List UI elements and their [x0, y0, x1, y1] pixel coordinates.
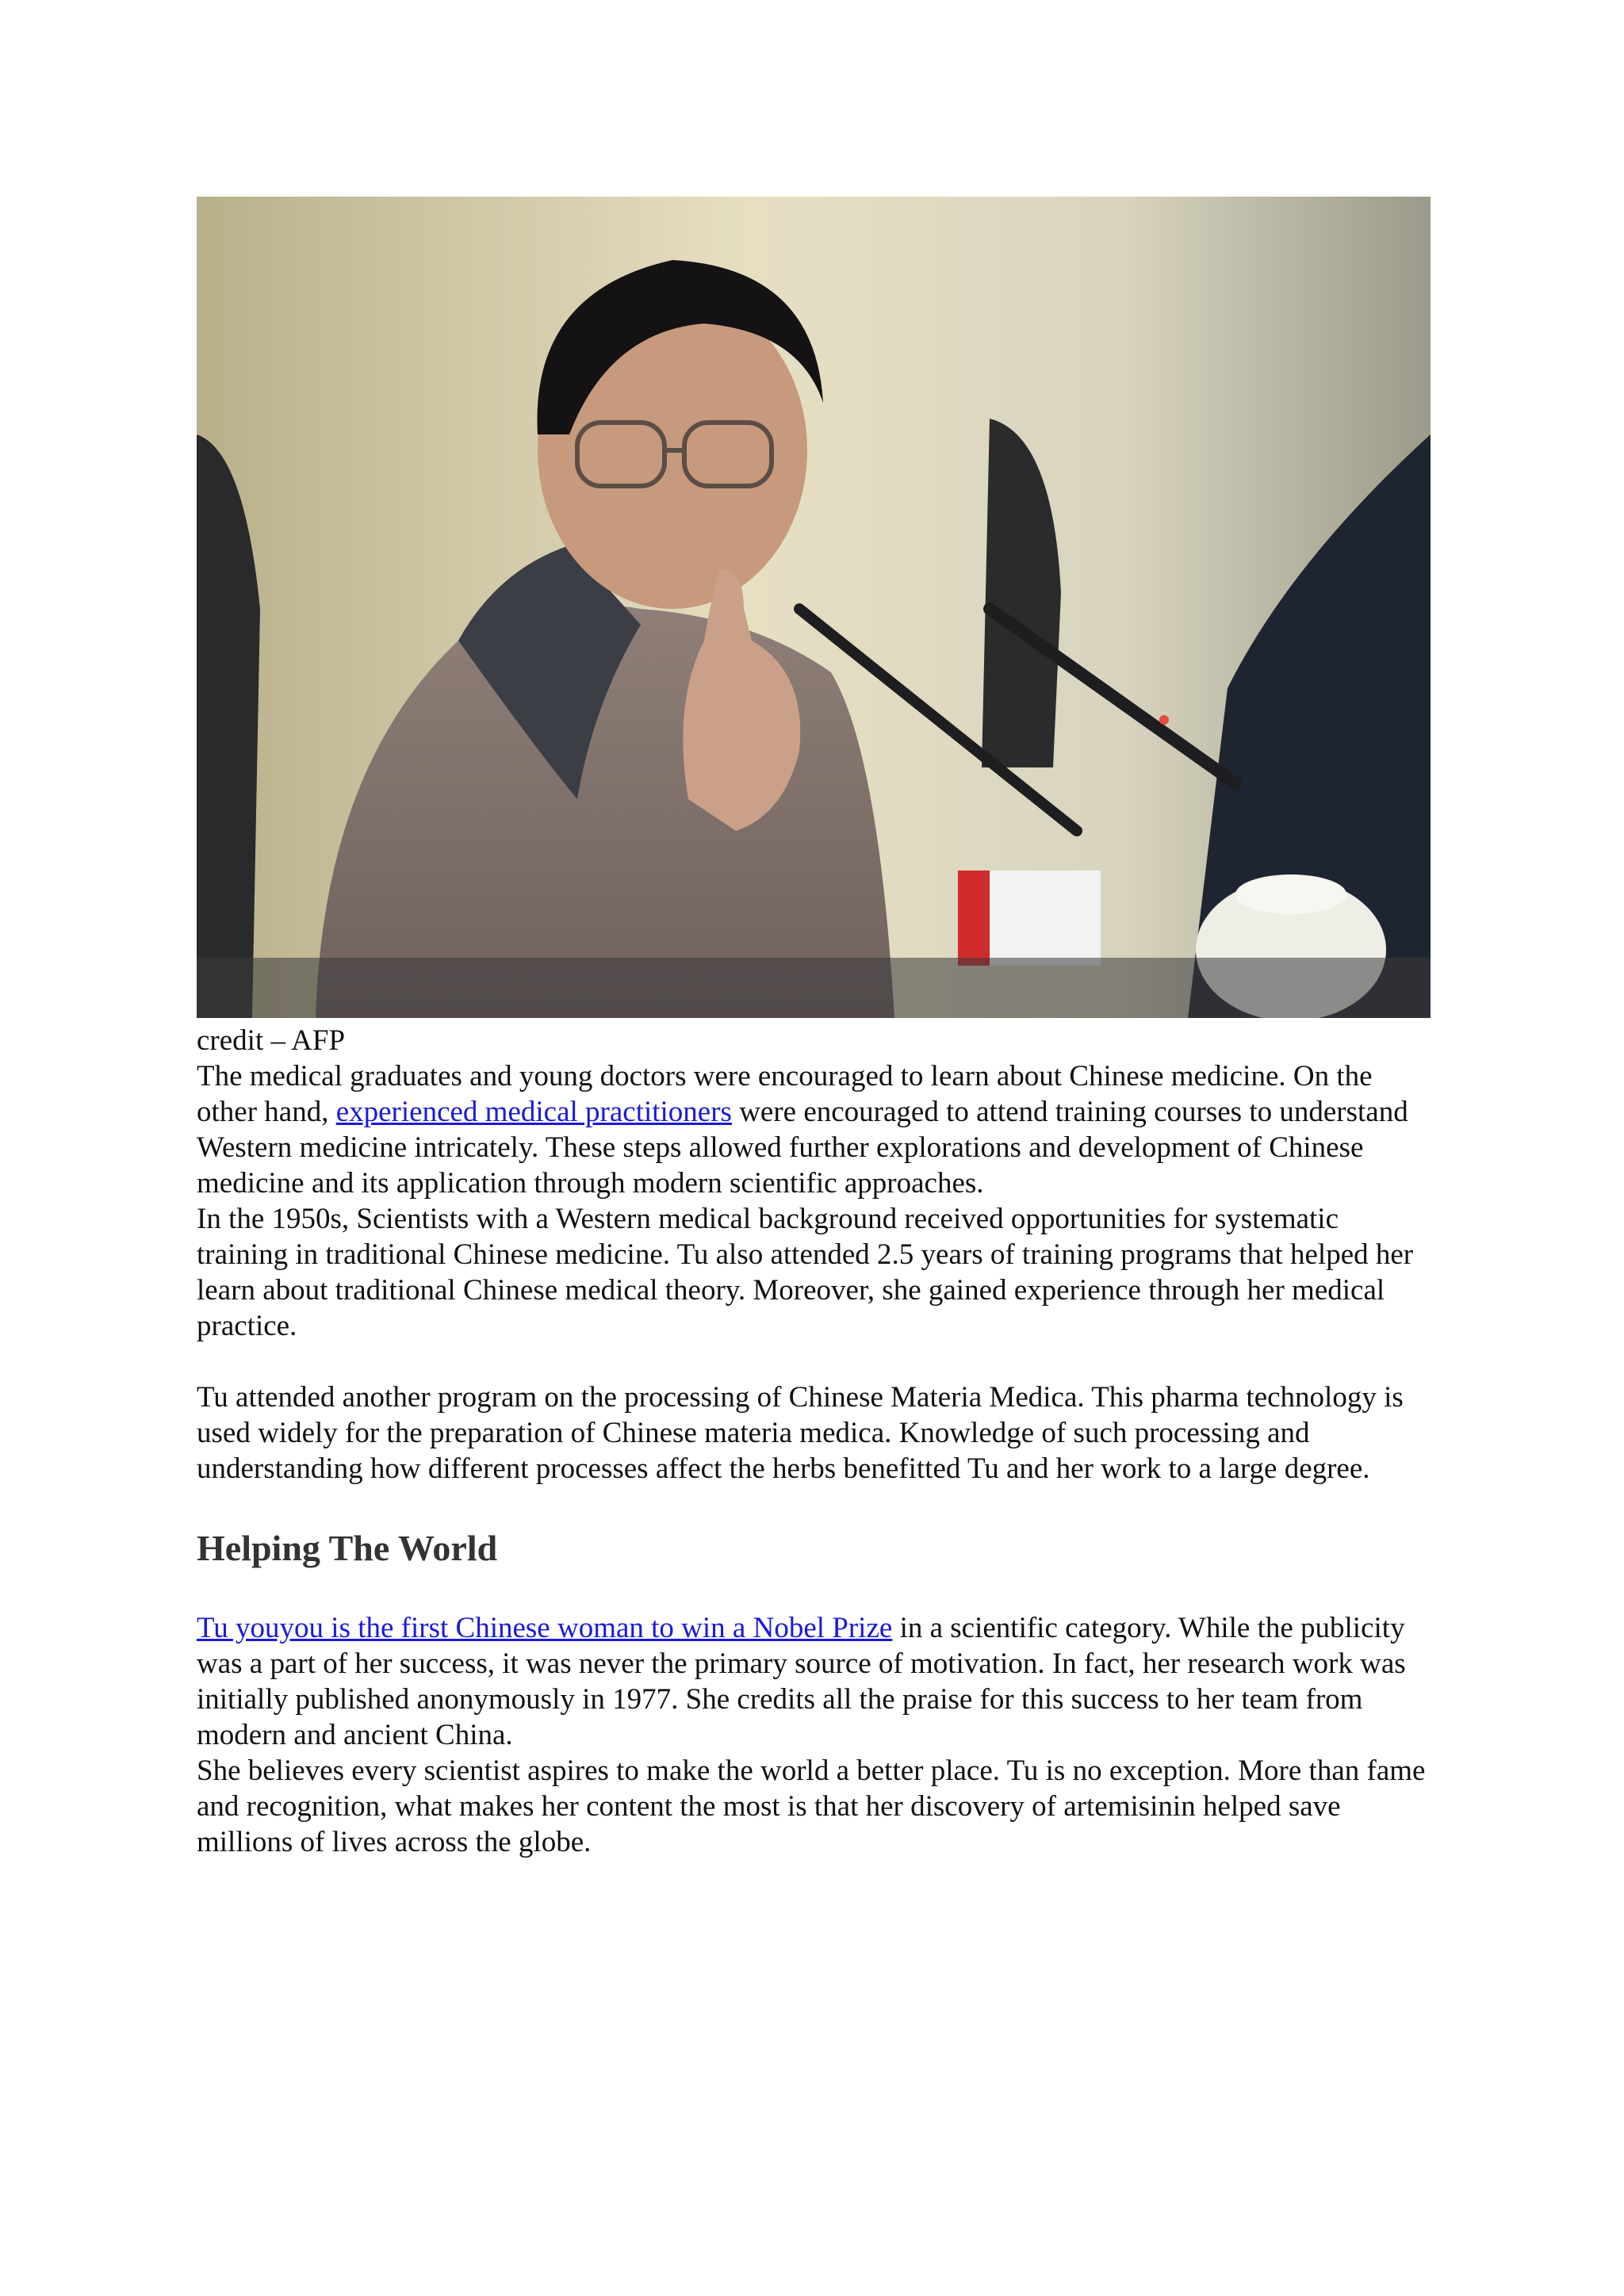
photo-illustration — [197, 197, 1431, 1018]
experienced-practitioners-link[interactable]: experienced medical practitioners — [335, 1096, 732, 1128]
paragraph-3: Tu attended another program on the processing of Chinese Materia Medica. This pharma technology is used widely for the preparation of Chinese materia medica. Knowledge of such processing and understanding how different processes affect the herbs benefitted Tu and her work to a large degree. — [197, 1381, 1404, 1485]
portrait-photo — [197, 197, 1431, 1018]
paragraph-spacer — [197, 1344, 1431, 1380]
paragraph-4-text: in a scientific category. While the publicity was a part of her success, it was never the primary source of motivation. In fact, her research work was initially published anonymously in 1977. She credits all the praise for this success to her team from modern and ancient China. — [197, 1612, 1406, 1751]
paragraph-2: In the 1950s, Scientists with a Western medical background received opportunities for systematic training in traditional Chinese medicine. Tu also attended 2.5 years of training programs that helped her learn about traditional Chinese medical theory. Moreover, she gained experience through her medical practice. — [197, 1203, 1414, 1342]
photo-credit: credit – AFP — [197, 1024, 346, 1057]
paragraph-1-text-start: The medical graduates and young doctors were encouraged to learn about Chinese medicine. On the other hand, — [197, 1060, 1373, 1128]
section-heading: Helping The World — [197, 1528, 498, 1568]
nobel-prize-link[interactable]: Tu youyou is the first Chinese woman to win a Nobel Prize — [197, 1612, 893, 1644]
paragraph-5: She believes every scientist aspires to make the world a better place. Tu is no exception. More than fame and recognition, what makes her content the most is that her discovery of artemisinin helped save millions of lives across the globe. — [197, 1755, 1426, 1858]
paragraph-1-text-end: were encouraged to attend training courses to understand Western medicine intricately. These steps allowed further explorations and development of Chinese medicine and its application through modern scientific approaches. — [197, 1096, 1408, 1200]
article — [197, 197, 1431, 1860]
paragraph-4 — [197, 1610, 1431, 1753]
paragraph-1 — [197, 1058, 1431, 1201]
